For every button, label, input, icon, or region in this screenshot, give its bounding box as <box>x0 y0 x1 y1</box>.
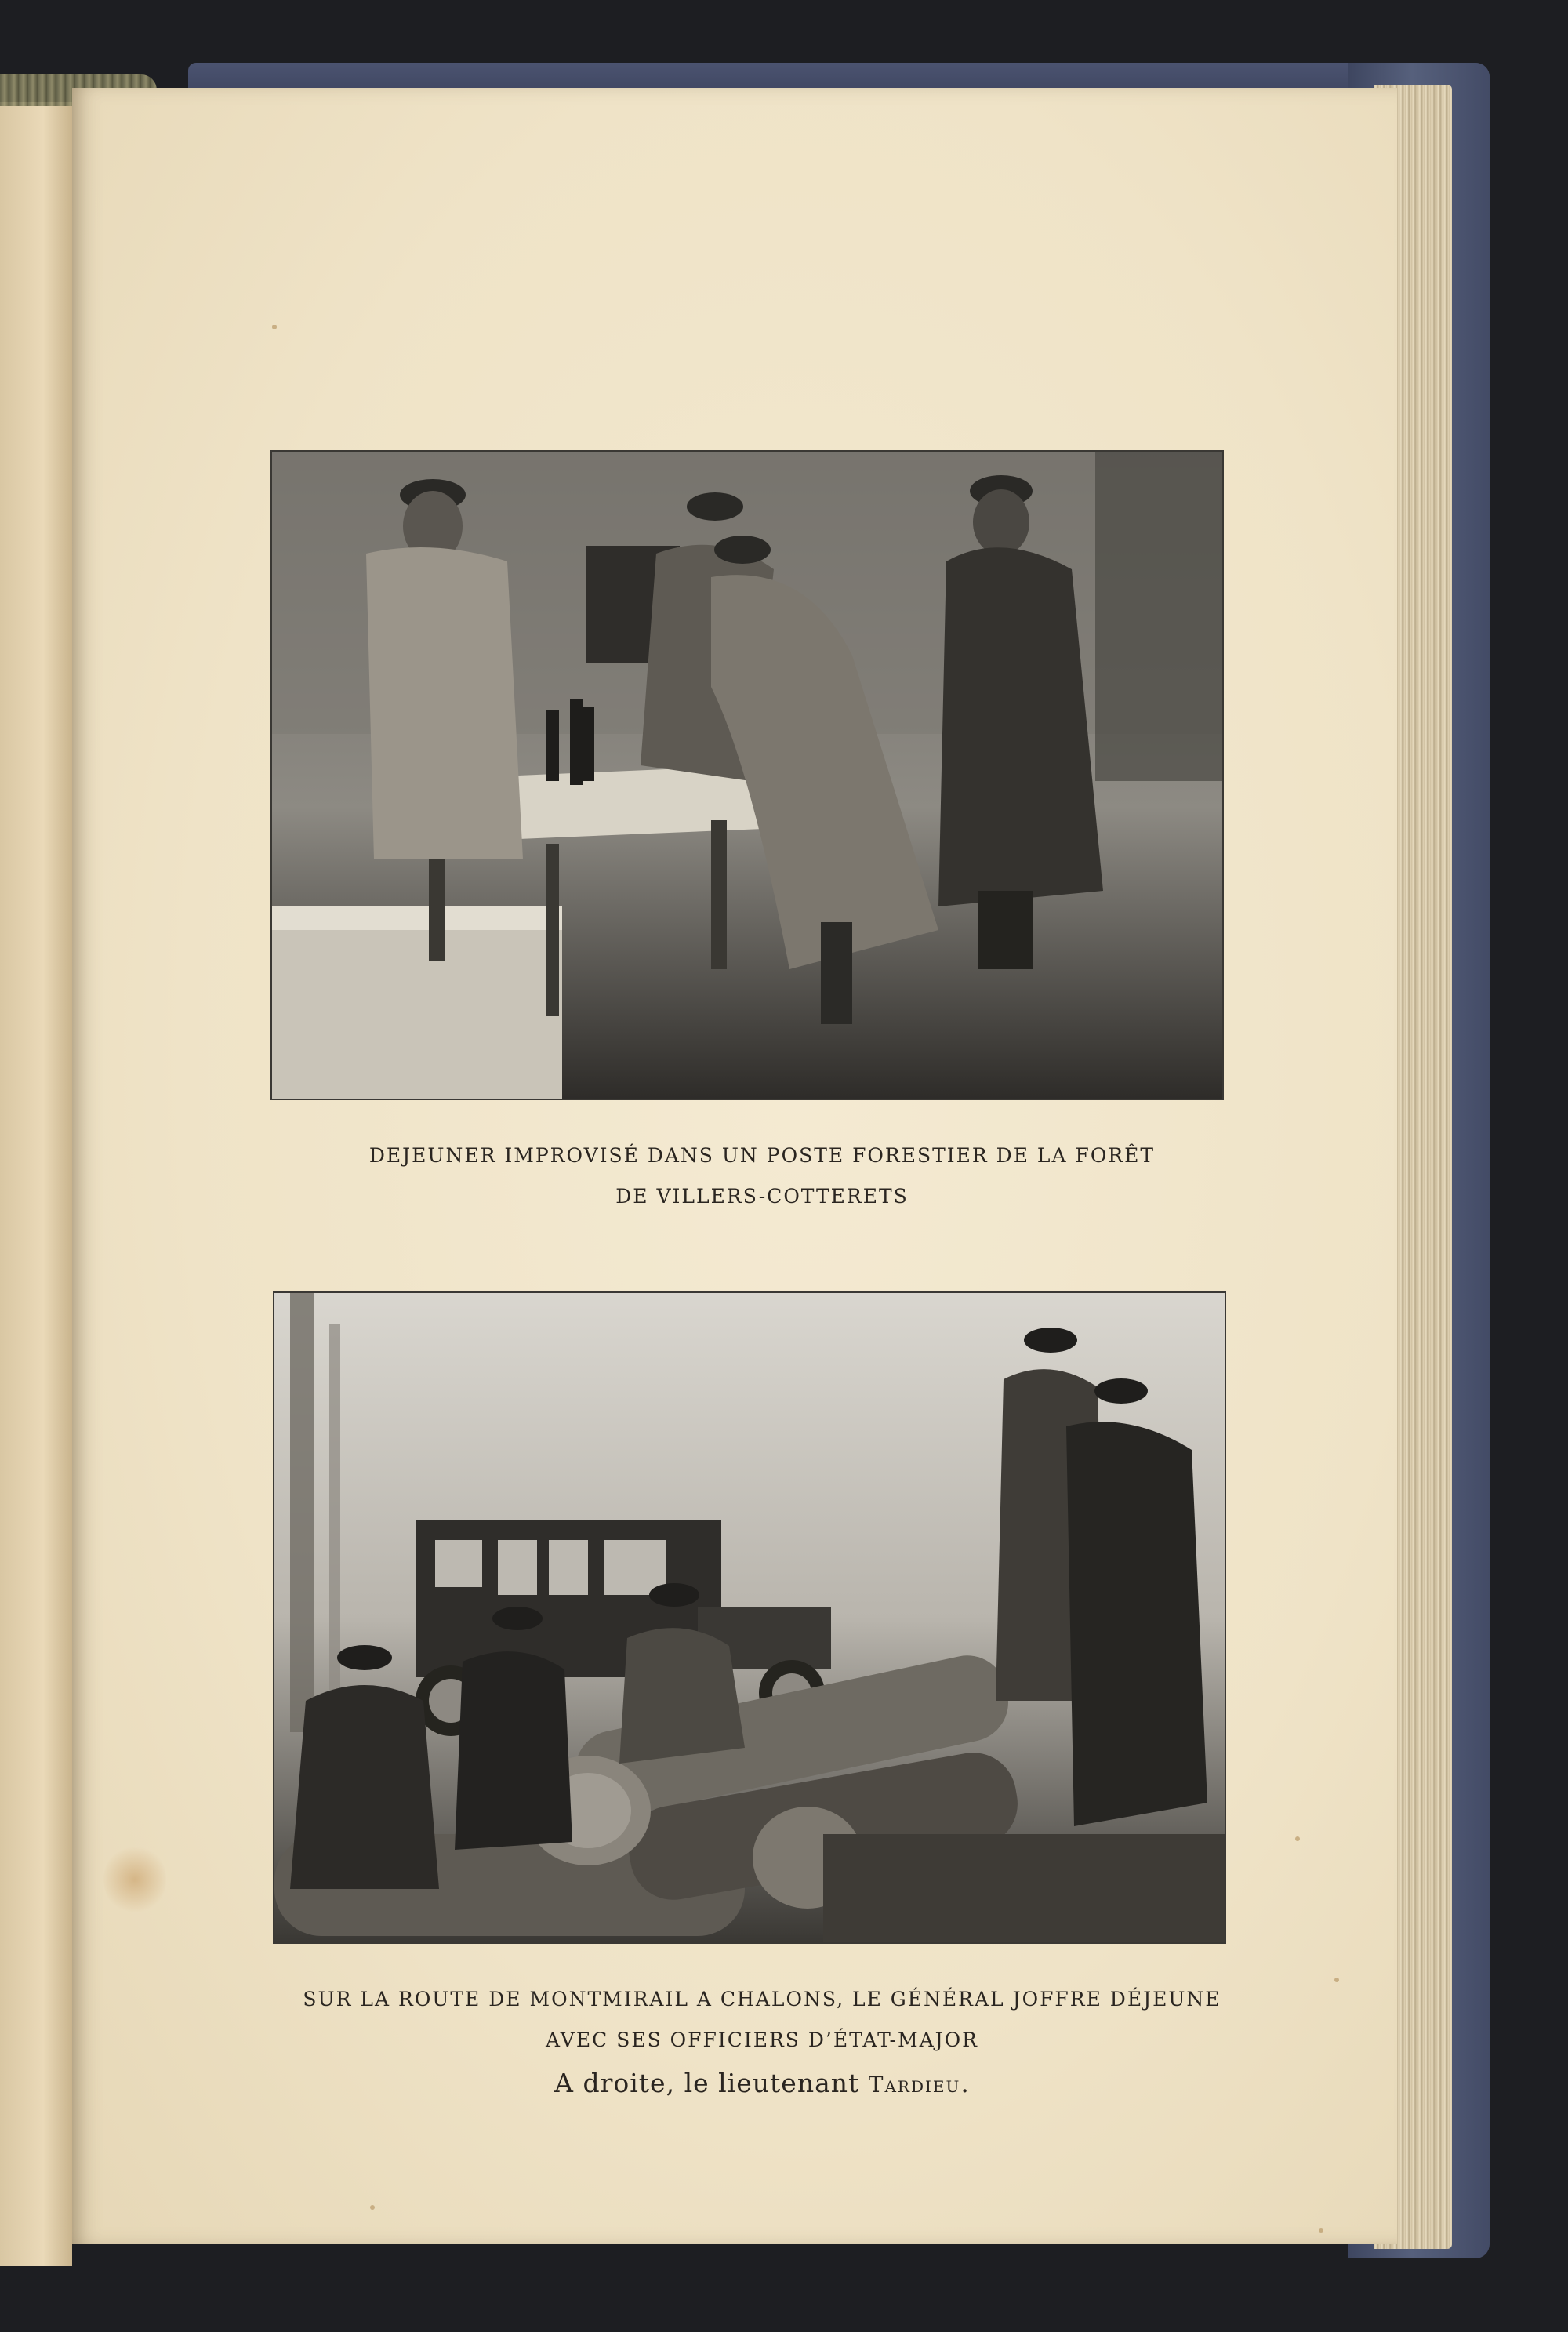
caption-photo-1 <box>252 1135 1272 1217</box>
speck <box>1295 1836 1300 1841</box>
speck <box>370 2205 375 2210</box>
foxing-stain <box>103 1844 166 1915</box>
credit-name: Tardieu <box>868 2072 961 2098</box>
photo-forest-lunch <box>270 450 1224 1100</box>
book-page <box>72 88 1397 2244</box>
credit-prefix: A droite, le lieutenant <box>554 2068 869 2098</box>
caption-2-line-2: AVEC SES OFFICIERS D’ÉTAT-MAJOR <box>546 2029 978 2051</box>
speck <box>1334 1978 1339 1982</box>
speck <box>1319 2228 1323 2233</box>
caption-1-line-2: DE VILLERS-COTTERETS <box>615 1185 909 1208</box>
speck <box>272 325 277 329</box>
caption-2-line-1: SUR LA ROUTE DE MONTMIRAIL A CHALONS, LE GÉNÉRAL JOFFRE DÉJEUNE <box>303 1988 1221 2011</box>
caption-2-credit <box>252 2062 1272 2106</box>
facing-page-edge <box>0 102 72 2266</box>
caption-1-line-1: DEJEUNER IMPROVISÉ DANS UN POSTE FORESTIER DE LA FORÊT <box>368 1144 1156 1167</box>
caption-photo-2 <box>252 1979 1272 2106</box>
credit-suffix: . <box>960 2068 970 2098</box>
photo-roadside-lunch <box>273 1291 1226 1944</box>
